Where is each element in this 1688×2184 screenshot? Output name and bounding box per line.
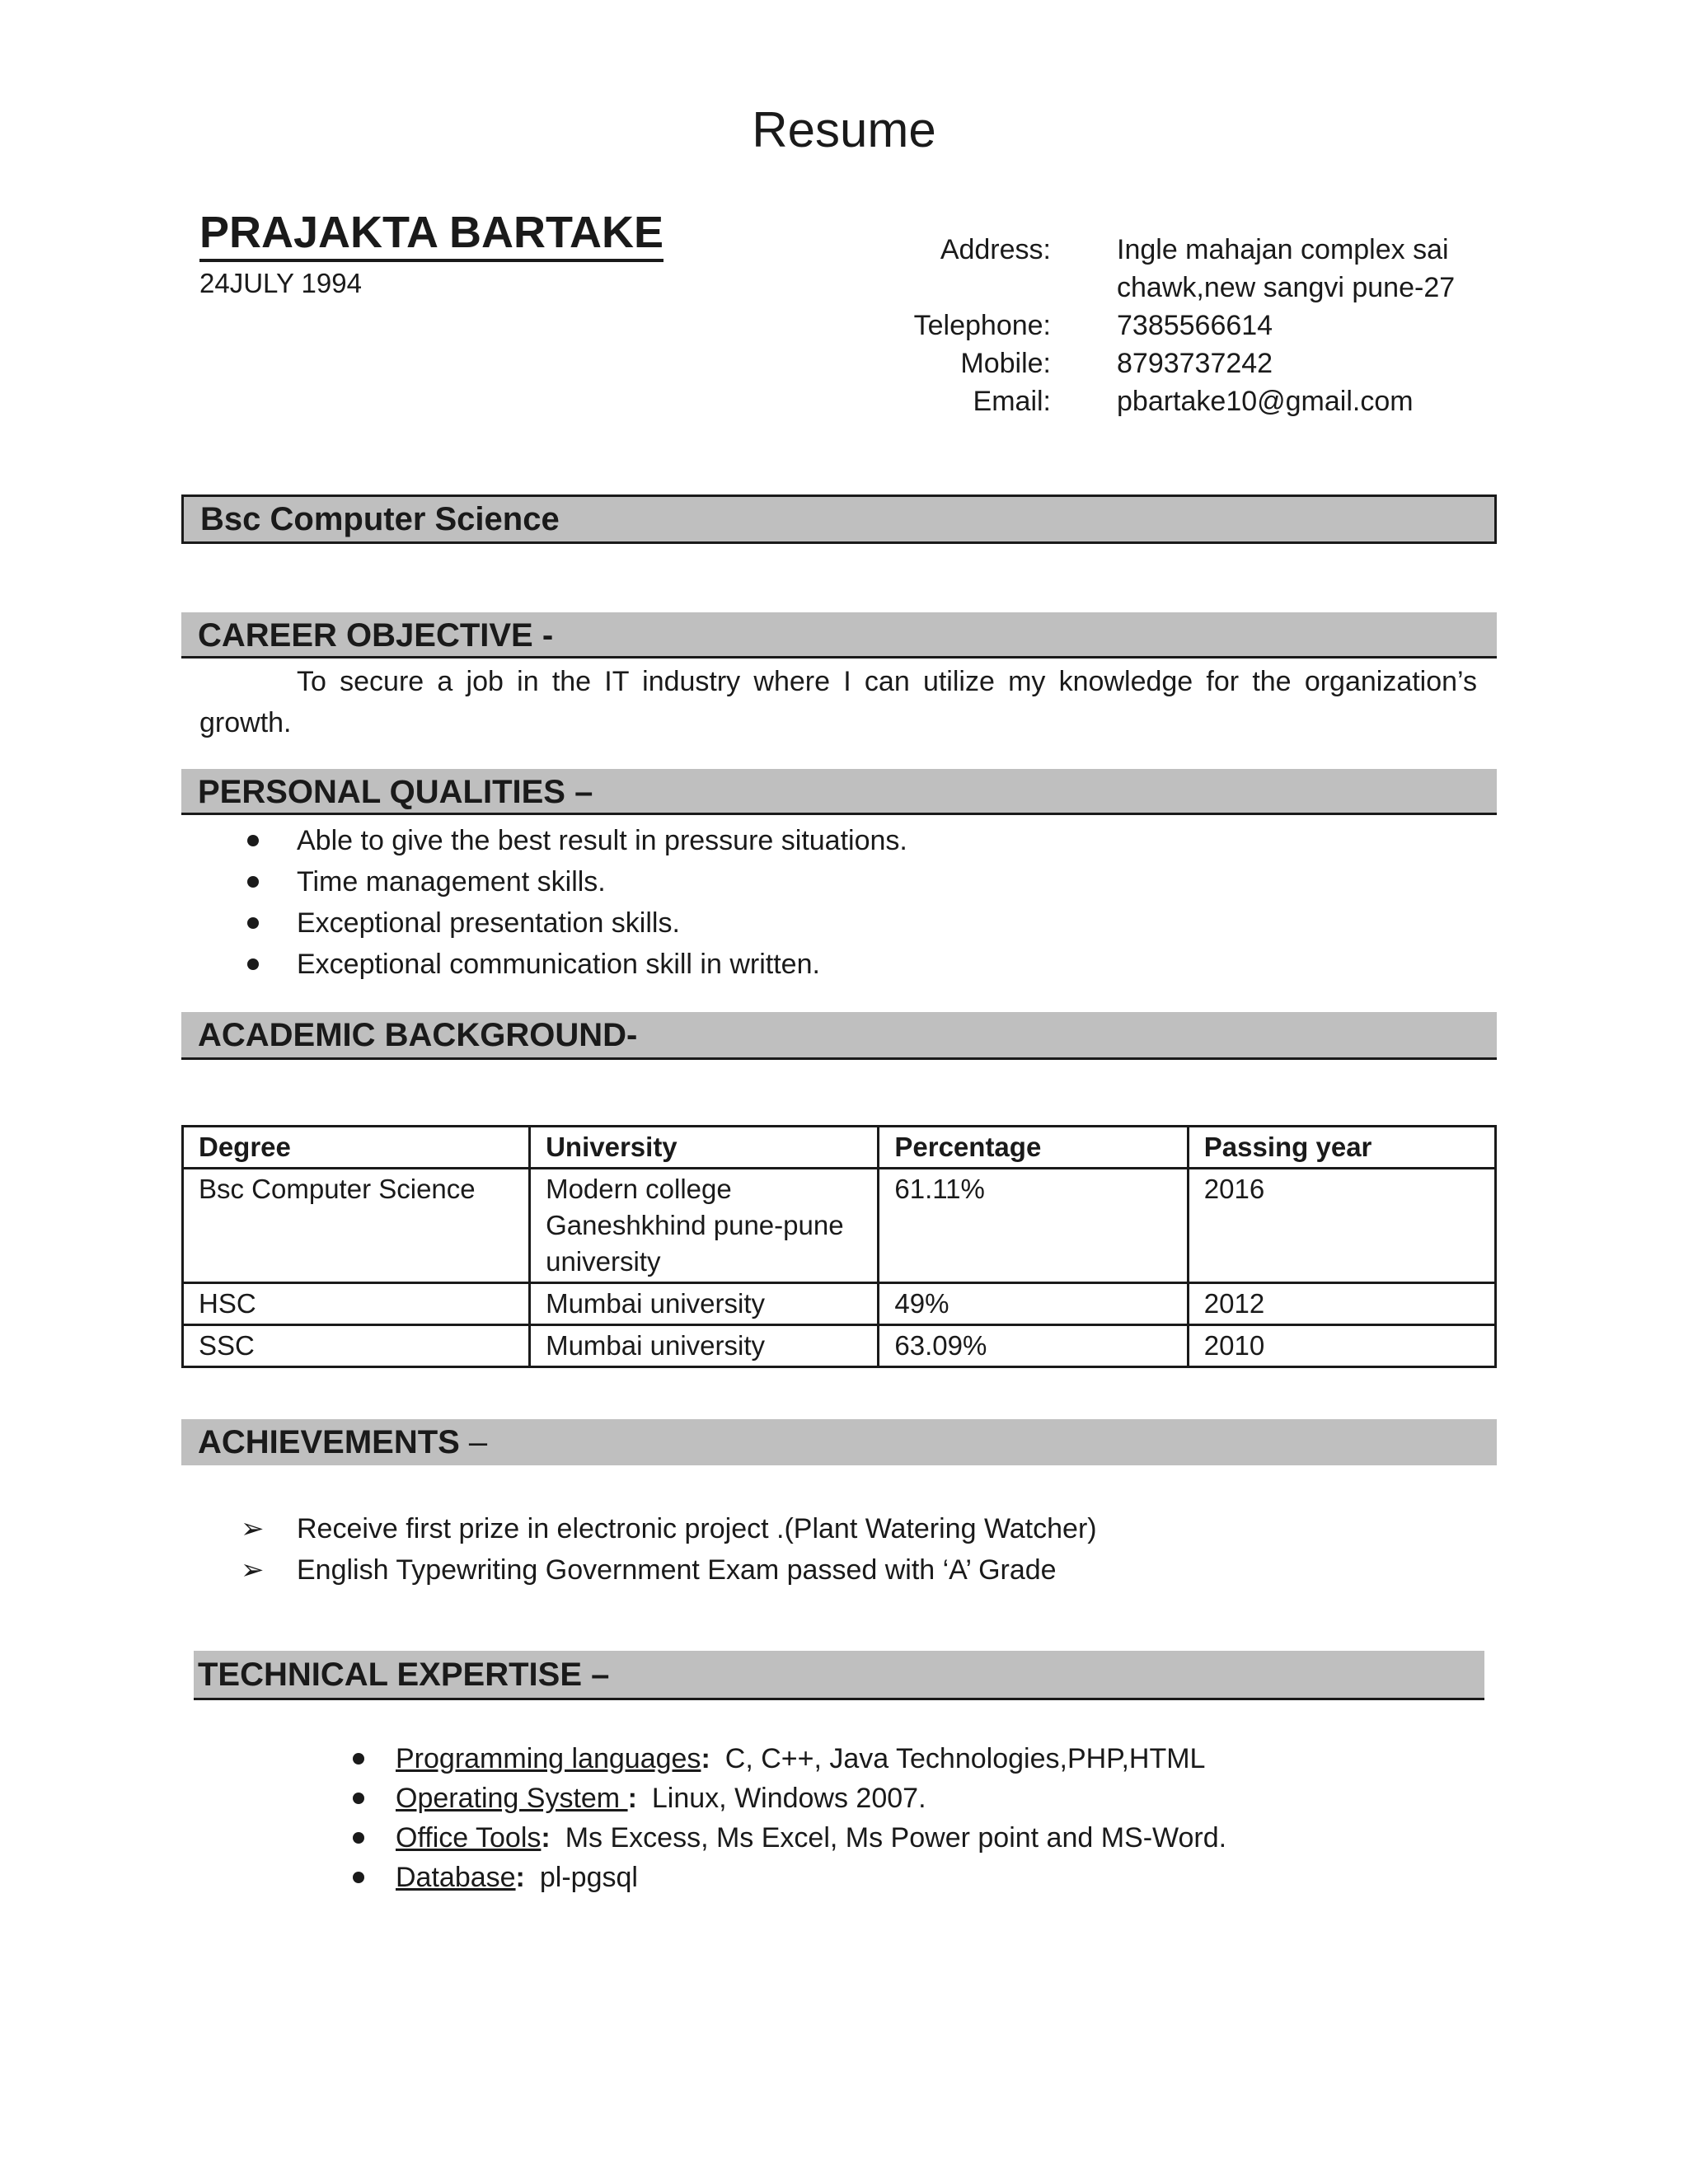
table-cell: HSC: [183, 1283, 530, 1325]
candidate-name: PRAJAKTA BARTAKE: [199, 206, 663, 262]
skill-category: Database: [396, 1862, 516, 1893]
contact-row-mobile: [824, 344, 1648, 382]
degree-banner: [181, 494, 1497, 544]
table-cell: Mumbai university: [530, 1283, 879, 1325]
arrow-bullet-icon: ➢: [241, 1554, 265, 1586]
section-academic-background: [181, 1012, 1497, 1060]
skill-colon: :: [627, 1783, 637, 1814]
table-cell: 61.11%: [879, 1169, 1188, 1283]
skill-value: pl-pgsql: [539, 1862, 638, 1893]
skill-value: Ms Excess, Ms Excel, Ms Power point and MS-Word.: [565, 1822, 1227, 1854]
bullet-icon: [353, 1872, 364, 1883]
list-item: [297, 1739, 1226, 1779]
degree-banner-label: Bsc Computer Science: [200, 501, 560, 537]
contact-row-telephone: [824, 307, 1648, 344]
table-header-row: [183, 1127, 1496, 1169]
table-cell: 2010: [1188, 1325, 1495, 1367]
section-heading: PERSONAL QUALITIES –: [198, 774, 593, 810]
contact-label: Email:: [973, 386, 1051, 417]
column-header: Degree: [183, 1127, 530, 1169]
list-item-text: English Typewriting Government Exam passed with ‘A’ Grade: [297, 1554, 1057, 1586]
table-row: [183, 1283, 1496, 1325]
achievements-list: [199, 1508, 1436, 1591]
bullet-icon: [247, 958, 259, 970]
contact-label: Address:: [940, 234, 1051, 265]
section-heading-text: ACHIEVEMENTS: [198, 1424, 460, 1460]
bullet-icon: [353, 1832, 364, 1844]
technical-expertise-list: [297, 1739, 1226, 1897]
contact-row-address-line2: [824, 269, 1648, 307]
personal-qualities-list: [199, 820, 1436, 985]
bullet-icon: [247, 917, 259, 929]
section-heading: ACADEMIC BACKGROUND-: [198, 1017, 638, 1053]
skill-colon: :: [515, 1862, 525, 1893]
contact-value: 7385566614: [1117, 310, 1273, 341]
table-cell: Bsc Computer Science: [183, 1169, 530, 1283]
skill-category: Operating System: [396, 1783, 628, 1814]
contact-value: 8793737242: [1117, 348, 1273, 379]
bullet-icon: [247, 876, 259, 888]
bullet-icon: [353, 1753, 364, 1765]
section-heading: CAREER OBJECTIVE -: [198, 617, 554, 654]
list-item-text: Exceptional presentation skills.: [297, 907, 680, 939]
table-cell: Mumbai university: [530, 1325, 879, 1367]
table-row: [183, 1325, 1496, 1367]
contact-value: chawk,new sangvi pune-27: [1117, 272, 1456, 303]
document-title: Resume: [752, 102, 936, 157]
list-item-text: Time management skills.: [297, 866, 606, 898]
arrow-bullet-icon: ➢: [241, 1513, 265, 1544]
table-cell: 2012: [1188, 1283, 1495, 1325]
table-cell: 63.09%: [879, 1325, 1188, 1367]
section-personal-qualities: [181, 769, 1497, 815]
contact-value: pbartake10@gmail.com: [1117, 386, 1414, 417]
table-cell: 49%: [879, 1283, 1188, 1325]
bullet-icon: [247, 835, 259, 846]
contact-row-address: [824, 231, 1648, 269]
column-header: Passing year: [1188, 1127, 1495, 1169]
list-item: [199, 820, 1436, 861]
contact-value: Ingle mahajan complex sai: [1117, 234, 1449, 265]
section-achievements: [181, 1419, 1497, 1465]
section-career-objective: [181, 612, 1497, 658]
contact-label: Mobile:: [960, 348, 1051, 379]
skill-colon: :: [701, 1743, 710, 1774]
list-item: [199, 944, 1436, 985]
skill-category: Office Tools: [396, 1822, 542, 1854]
date-of-birth: 24JULY 1994: [199, 268, 362, 298]
skill-value: C, C++, Java Technologies,PHP,HTML: [724, 1743, 1206, 1774]
skill-colon: :: [541, 1822, 551, 1854]
section-heading: [198, 1419, 487, 1465]
section-technical-expertise: [194, 1651, 1484, 1700]
career-objective-text: To secure a job in the IT industry where I can utilize my knowledge for the organization’s growth.: [199, 666, 1477, 738]
list-item: [297, 1779, 1226, 1818]
section-heading: TECHNICAL EXPERTISE –: [198, 1657, 610, 1693]
academic-table: [181, 1125, 1497, 1368]
table-row: [183, 1169, 1496, 1283]
contact-label: Telephone:: [913, 310, 1051, 341]
list-item: [297, 1818, 1226, 1858]
list-item: [297, 1858, 1226, 1897]
skill-value: Linux, Windows 2007.: [651, 1783, 926, 1814]
list-item: [199, 1549, 1436, 1591]
table-cell: Modern college Ganeshkhind pune-pune university: [530, 1169, 879, 1283]
list-item-text: Able to give the best result in pressure situations.: [297, 825, 907, 856]
bullet-icon: [353, 1793, 364, 1804]
list-item: [199, 861, 1436, 902]
list-item-text: Receive first prize in electronic project .(Plant Watering Watcher): [297, 1513, 1097, 1544]
table-cell: 2016: [1188, 1169, 1495, 1283]
contact-row-email: [824, 382, 1648, 420]
list-item: [199, 1508, 1436, 1549]
column-header: University: [530, 1127, 879, 1169]
table-cell: SSC: [183, 1325, 530, 1367]
skill-category: Programming languages: [396, 1743, 701, 1774]
section-heading-suffix: –: [459, 1424, 488, 1460]
list-item-text: Exceptional communication skill in written.: [297, 949, 820, 980]
column-header: Percentage: [879, 1127, 1188, 1169]
list-item: [199, 902, 1436, 944]
